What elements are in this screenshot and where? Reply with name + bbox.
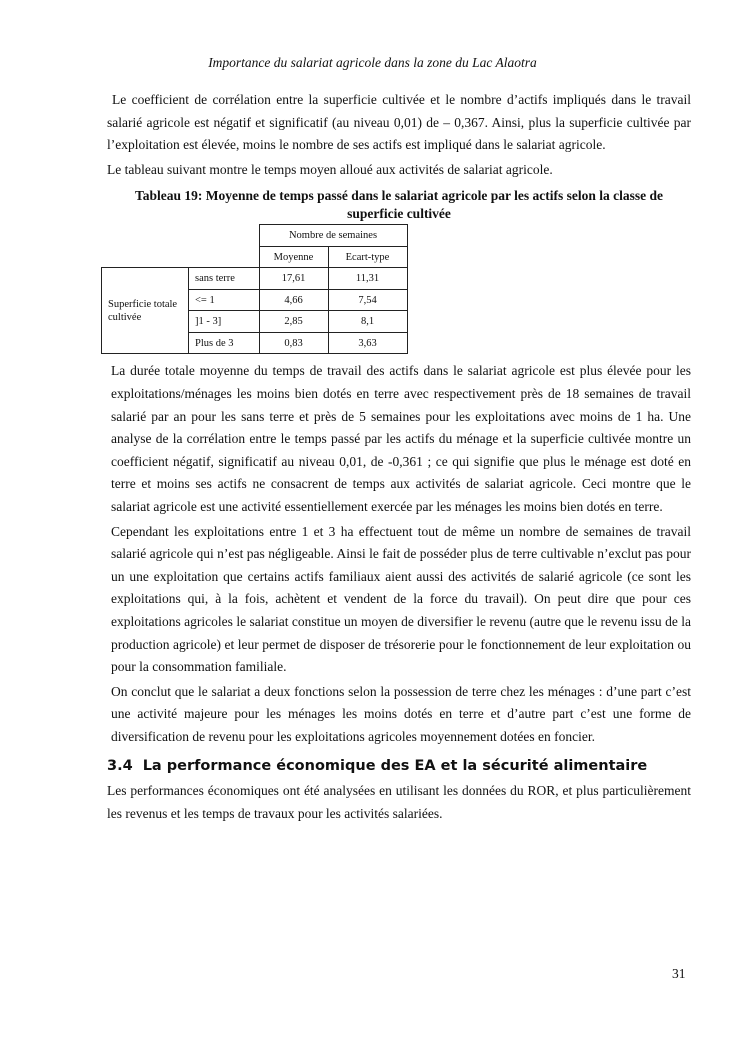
col-header-moyenne: Moyenne <box>259 246 328 268</box>
section-number: 3.4 <box>107 758 133 775</box>
cell-ecart-type: 11,31 <box>328 268 407 290</box>
row-label: <= 1 <box>189 289 260 311</box>
cell-ecart-type: 3,63 <box>328 332 407 354</box>
paragraph-table-intro: Le tableau suivant montre le temps moyen alloué aux activités de salariat agricole. <box>107 161 553 177</box>
page-body <box>107 89 691 828</box>
table-header-row <box>102 225 408 247</box>
paragraph-correlation: Le coefficient de corrélation entre la superficie cultivée et le nombre d’actifs impliqués dans le travail salarié agricole est négatif et significatif (au niveau 0,01) de – 0,367. Ainsi, plus la superficie cultivée par l’exploitation est élevée, moins le nombre de ses actifs est impliqué dans le salariat agricole. <box>107 92 691 153</box>
paragraph-conclusion: On conclut que le salariat a deux fonctions selon la possession de terre chez les ménages : d’une part c’est une activité majeure pour les ménages les moins dotés en terre et d’autre part c’est une forme de diversification de revenu pour les exploitations agricoles moyennement dotées en foncier. <box>111 683 691 744</box>
cell-moyenne: 2,85 <box>259 311 328 333</box>
cell-ecart-type: 7,54 <box>328 289 407 311</box>
table-group-header: Nombre de semaines <box>259 225 407 247</box>
cell-ecart-type: 8,1 <box>328 311 407 333</box>
row-label: sans terre <box>189 268 260 290</box>
cell-moyenne: 17,61 <box>259 268 328 290</box>
table-caption: Tableau 19: Moyenne de temps passé dans le salariat agricole par les actifs selon la classe de superficie cultivée <box>135 188 663 222</box>
section-heading <box>107 758 691 774</box>
cell-moyenne: 0,83 <box>259 332 328 354</box>
row-group-label: Superficie totale cultivée <box>102 268 189 354</box>
paragraph-medium-farms: Cependant les exploitations entre 1 et 3 ha effectuent tout de même un nombre de semaines de travail salarié agricole qui n’est pas négligeable. Ainsi le fait de posséder plus de terre cultivable n’exclut pas pour un une exploitation que certains actifs familiaux aient aussi des activités de salarié agricole (ce sont les exploitations qui, à la fois, achètent et vendent de la force du travail). On peut dire que pour ces exploitations agricoles le salariat constitue un moyen de diversifier le revenu (autre que le revenu issu de la production agricole) et leur permet de disposer de trésorerie pour le fonctionnement de leur exploitation ou pour la consommation familiale. <box>111 523 691 675</box>
cell-moyenne: 4,66 <box>259 289 328 311</box>
col-header-ecart-type: Ecart-type <box>328 246 407 268</box>
section-title: La performance économique des EA et la sécurité alimentaire <box>142 758 648 775</box>
page-number: 31 <box>672 966 686 981</box>
paragraph-duration: La durée totale moyenne du temps de travail des actifs dans le salariat agricole est plus élevée pour les exploitations/ménages les moins bien dotés en terre avec respectivement près de 18 semaines de travail salarié par an pour les sans terre et près de 5 semaines pour les exploitations avec moins de 1 ha. Une analyse de la corrélation entre le temps passé par les actifs du ménage et la superficie cultivée montre un coefficient négatif, significatif au niveau 0,01, de -0,361 ; ce qui signifie que plus le ménage est doté en terre et moins ses actifs ne consacrent de temps aux activités de salariat agricole. Ceci montre que le salariat agricole est une activité essentiellement exercée par les ménages les moins bien dotés en terre. <box>111 363 691 514</box>
data-table <box>101 224 408 354</box>
row-label: Plus de 3 <box>189 332 260 354</box>
row-label: ]1 - 3] <box>189 311 260 333</box>
running-header: Importance du salariat agricole dans la zone du Lac Alaotra <box>208 55 537 70</box>
table-row <box>102 268 408 290</box>
table-subheader-row <box>102 246 408 268</box>
paragraph-performance: Les performances économiques ont été analysées en utilisant les données du ROR, et plus particulièrement les revenus et les temps de travaux pour les activités salariées. <box>107 783 691 822</box>
